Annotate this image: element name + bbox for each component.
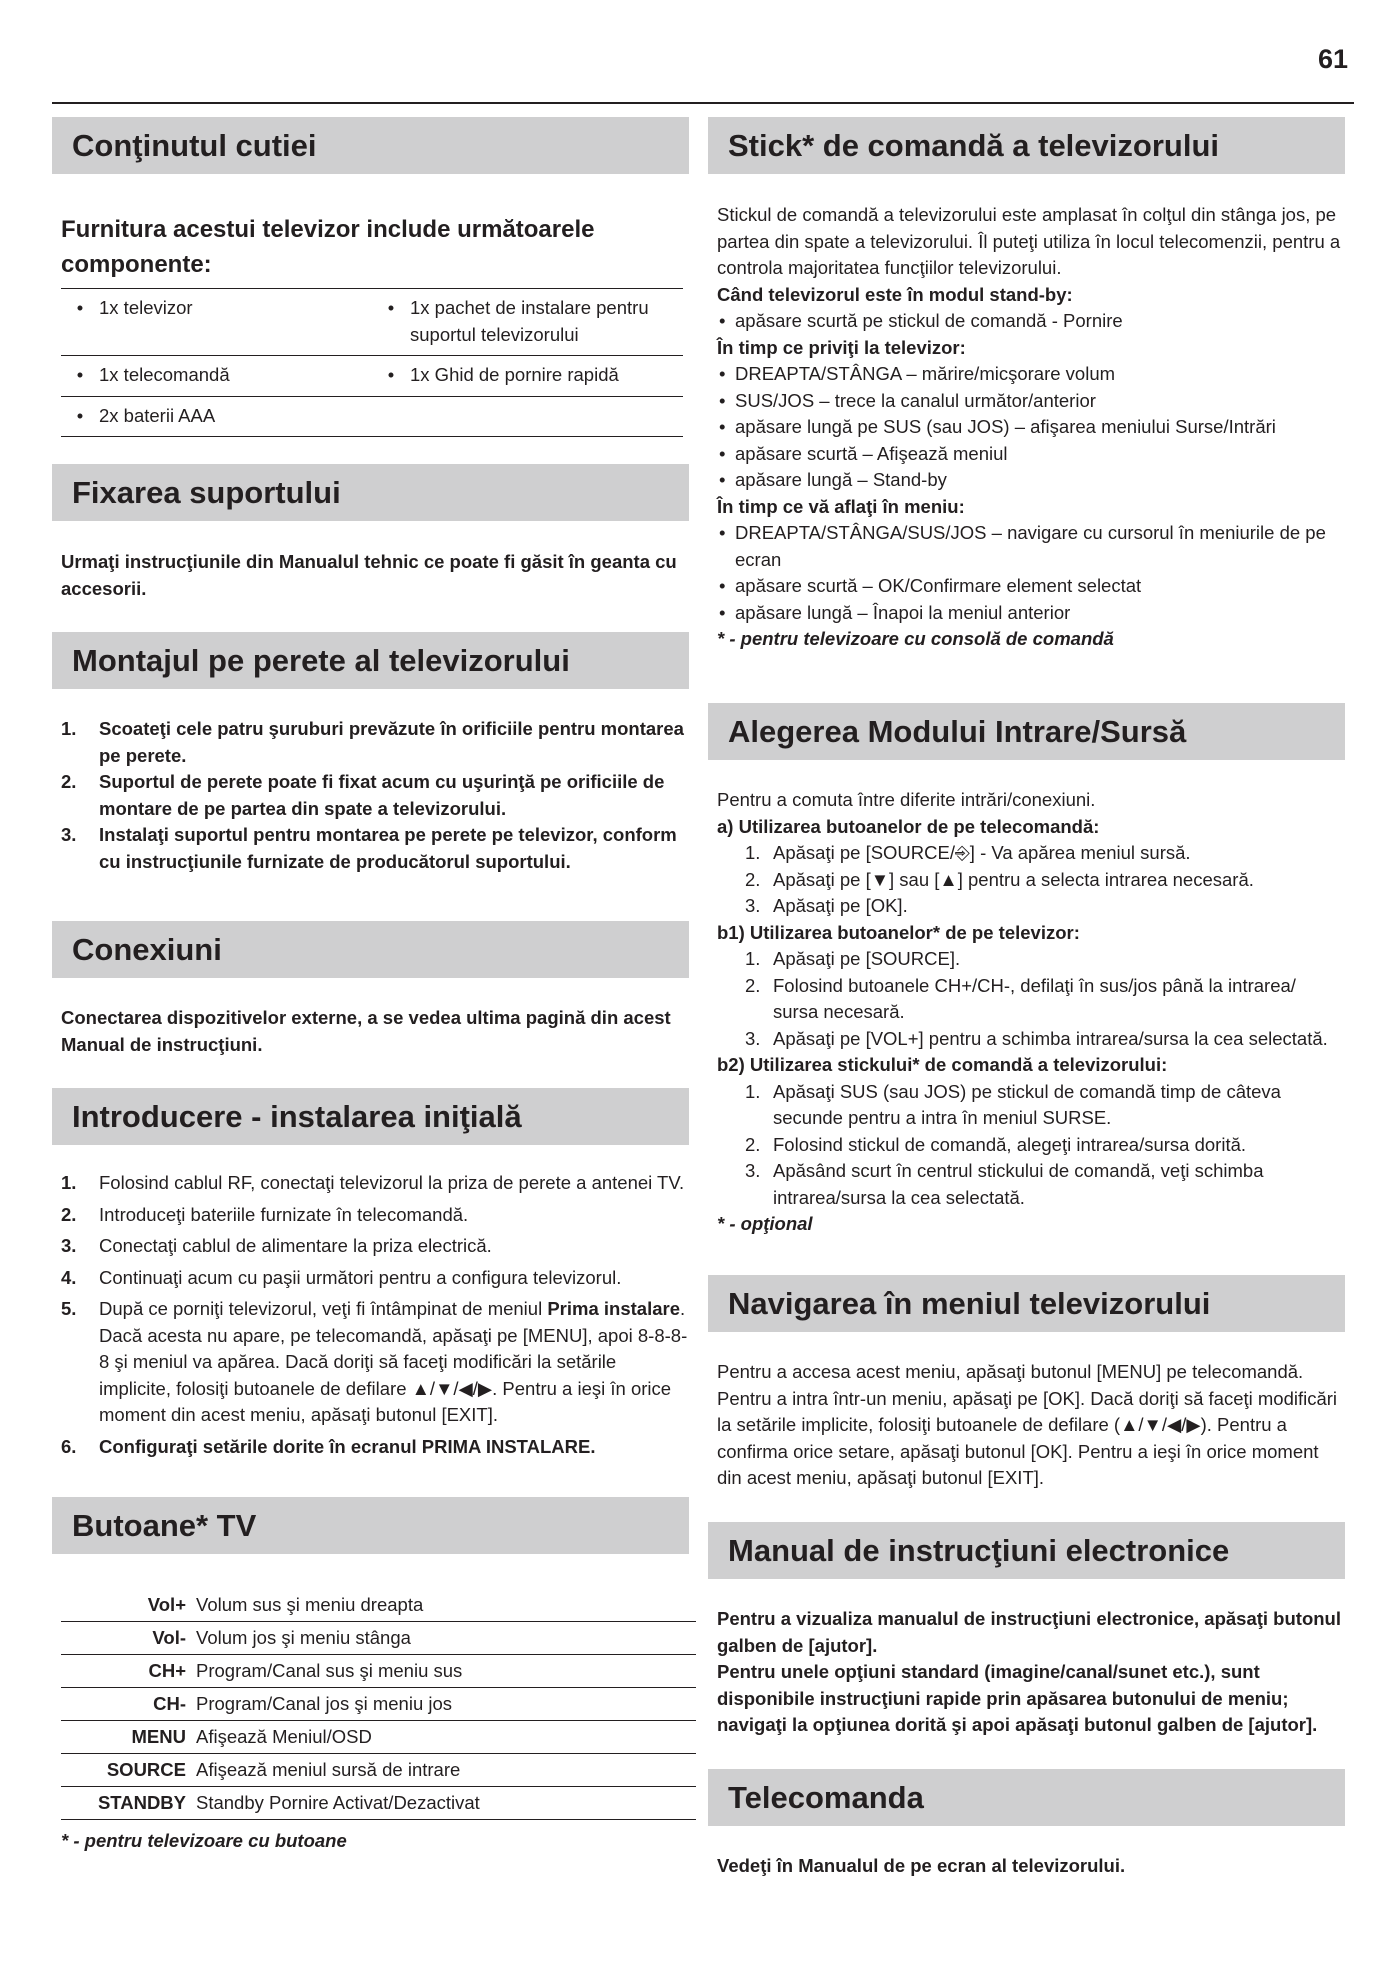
standby-subheading: Când televizorul este în modul stand-by: bbox=[717, 283, 1073, 305]
page-number: 61 bbox=[1317, 44, 1348, 74]
watching-subheading: În timp ce priviţi la televizor: bbox=[717, 336, 966, 358]
tv-buttons-heading: Butoane* TV bbox=[52, 1497, 689, 1554]
remote-buttons-list bbox=[717, 840, 1345, 920]
e-manual-p2: Pentru unele opţiuni standard (imagine/canal/sunet etc.), sunt disponibile instrucţiuni rapide prin apăsarea butonului de meniu; navigaţi la opţiunea dorită şi apoi apăsaţi butonul galben de [ajutor]. bbox=[717, 1661, 1318, 1735]
tv-buttons-table bbox=[61, 1589, 696, 1820]
list-item: 2. Suportul de perete poate fi fixat acum cu uşurinţă pe orificiile de montare de pe partea din spate a televizorului. bbox=[61, 771, 665, 819]
list-item: • apăsare lungă – Înapoi la meniul anterior bbox=[717, 600, 1345, 627]
initial-setup-heading: Introducere - instalarea iniţială bbox=[52, 1088, 689, 1145]
list-item: 3. Apăsaţi pe [VOL+] pentru a schimba intrarea/sursa la cea selectată. bbox=[745, 1027, 1328, 1049]
connections-text: Conectarea dispozitivelor externe, a se vedea ultima pagină din acest Manual de instrucţiuni. bbox=[61, 1007, 671, 1055]
list-item: • apăsare scurtă – OK/Confirmare element selectat bbox=[717, 573, 1345, 600]
menu-navigation-heading: Navigarea în meniul televizorului bbox=[708, 1275, 1345, 1332]
box-contents-table bbox=[61, 288, 683, 437]
menu-subheading: În timp ce vă aflaţi în meniu: bbox=[717, 495, 965, 517]
stick-subheading: b2) Utilizarea stickului* de comandă a televizorului: bbox=[717, 1054, 1168, 1075]
remote-text: Vedeţi în Manualul de pe ecran al televizorului. bbox=[717, 1855, 1126, 1876]
list-item: 3. Instalaţi suportul pentru montarea pe perete pe televizor, conform cu instrucţiunile furnizate de producătorul suportului. bbox=[61, 824, 677, 872]
box-item: 2x baterii AAA bbox=[99, 404, 216, 426]
table-row: • 1x telecomandă • 1x Ghid de pornire rapidă bbox=[61, 356, 683, 397]
list-item: 1. Apăsaţi pe [SOURCE]. bbox=[745, 948, 961, 969]
wall-mount-section bbox=[61, 716, 689, 875]
list-item: 3. Apăsând scurt în centrul stickului de comandă, veţi schimba intrarea/sursa la cea selectată. bbox=[745, 1160, 1264, 1208]
list-item: 3. Conectaţi cablul de alimentare la priza electrică. bbox=[61, 1235, 492, 1256]
control-stick-section bbox=[717, 202, 1345, 653]
list-item: • apăsare scurtă pe stickul de comandă - Pornire bbox=[717, 308, 1345, 335]
connections-heading: Conexiuni bbox=[52, 921, 689, 978]
list-item: 1. Folosind cablul RF, conectaţi televizorul la priza de perete a antenei TV. bbox=[61, 1172, 685, 1193]
tv-buttons-note: * - pentru televizoare cu butoane bbox=[61, 1830, 347, 1851]
box-contents-heading: Conţinutul cutiei bbox=[52, 117, 689, 174]
list-item: • DREAPTA/STÂNGA/SUS/JOS – navigare cu cursorul în meniurile de pe ecran bbox=[717, 520, 1345, 573]
table-row: Vol- Volum jos şi meniu stânga bbox=[61, 1622, 696, 1655]
box-contents-intro: Furnitura acestui televizor include următoarele componente: bbox=[61, 216, 595, 278]
menu-list bbox=[717, 520, 1345, 626]
stand-heading: Fixarea suportului bbox=[52, 464, 689, 521]
stick-source-list bbox=[717, 1079, 1345, 1212]
list-item: 1. Scoateţi cele patru şuruburi prevăzute în orificiile pentru montarea pe perete. bbox=[61, 718, 684, 766]
box-item: 1x pachet de instalare pentru suportul televizorului bbox=[410, 297, 649, 345]
right-column bbox=[708, 0, 1345, 1987]
initial-setup-list bbox=[61, 1170, 689, 1460]
list-item: • apăsare scurtă – Afişează meniul bbox=[717, 441, 1345, 468]
list-item: 1. Apăsaţi pe [SOURCE/⎆] - Va apărea meniul sursă. bbox=[745, 842, 1191, 863]
menu-navigation-text: Pentru a accesa acest meniu, apăsaţi butonul [MENU] pe telecomandă. Pentru a intra într-un meniu, apăsaţi pe [OK]. Dacă doriţi să faceţi modificări la setările implicite, folosiţi butoanele de defilare (▲/▼/◀/▶). Pentru a confirma orice setare, apăsaţi butonul [OK]. Pentru a ieşi în orice moment din acest meniu, apăsaţi butonul [EXIT]. bbox=[717, 1361, 1338, 1488]
list-item: 6. Configuraţi setările dorite în ecranul PRIMA INSTALARE. bbox=[61, 1435, 596, 1457]
list-item: • DREAPTA/STÂNGA – mărire/micşorare volum bbox=[717, 361, 1345, 388]
list-item: • apăsare lungă – Stand-by bbox=[717, 467, 1345, 494]
wall-mount-list bbox=[61, 716, 689, 875]
list-item: 1. Apăsaţi SUS (sau JOS) pe stickul de comandă timp de câteva secunde pentru a intra în meniul SURSE. bbox=[745, 1080, 1281, 1128]
table-row: Vol+ Volum sus şi meniu dreapta bbox=[61, 1589, 696, 1622]
box-item: 1x televizor bbox=[99, 297, 193, 318]
input-source-heading: Alegerea Modului Intrare/Sursă bbox=[708, 703, 1345, 760]
table-row: MENU Afişează Meniul/OSD bbox=[61, 1721, 696, 1754]
box-item: 1x telecomandă bbox=[99, 364, 230, 385]
list-item: 3. Apăsaţi pe [OK]. bbox=[745, 895, 908, 916]
tv-buttons-source-list bbox=[717, 946, 1345, 1052]
list-item: 2. Folosind butoanele CH+/CH-, defilaţi în sus/jos până la intrarea/ sursa necesară. bbox=[745, 974, 1296, 1022]
list-item: • SUS/JOS – trece la canalul următor/anterior bbox=[717, 388, 1345, 415]
standby-list bbox=[717, 308, 1345, 335]
table-row: STANDBY Standby Pornire Activat/Dezactivat bbox=[61, 1787, 696, 1820]
control-stick-note: * - pentru televizoare cu consolă de comandă bbox=[717, 628, 1114, 649]
control-stick-intro: Stickul de comandă a televizorului este amplasat în colţul din stânga jos, pe partea din spate a televizorului. Îl puteţi utiliza în locul telecomenzii, pentru a controla majoritatea funcţiilor televizorului. bbox=[717, 204, 1341, 278]
initial-setup-section bbox=[61, 1170, 689, 1460]
table-row: • 1x televizor • 1x pachet de instalare pentru suportul televizorului bbox=[61, 289, 683, 356]
control-stick-heading: Stick* de comandă a televizorului bbox=[708, 117, 1345, 174]
box-item: 1x Ghid de pornire rapidă bbox=[410, 364, 619, 385]
table-row: • 2x baterii AAA bbox=[61, 396, 683, 437]
input-source-intro: Pentru a comuta între diferite intrări/conexiuni. bbox=[717, 789, 1096, 810]
list-item: 2. Introduceţi bateriile furnizate în telecomandă. bbox=[61, 1203, 469, 1225]
e-manual-section bbox=[717, 1606, 1345, 1739]
table-row: CH+ Program/Canal sus şi meniu sus bbox=[61, 1655, 696, 1688]
input-source-note: * - opţional bbox=[717, 1213, 813, 1234]
table-row: CH- Program/Canal jos şi meniu jos bbox=[61, 1688, 696, 1721]
e-manual-p1: Pentru a vizualiza manualul de instrucţiuni electronice, apăsaţi butonul galben de [ajutor]. bbox=[717, 1608, 1341, 1656]
list-item: 5. După ce porniţi televizorul, veţi fi întâmpinat de meniul Prima instalare. Dacă acesta nu apare, pe telecomandă, apăsaţi pe [MENU], apoi 8-8-8-8 şi meniul va apărea. Dacă doriţi să faceţi modificări la setările implicite, folosiţi butoanele de defilare ▲/▼/◀/▶. Pentru a ieşi în orice moment din acest meniu, apăsaţi butonul [EXIT]. bbox=[61, 1298, 688, 1425]
tv-buttons-section bbox=[61, 1589, 689, 1855]
e-manual-heading: Manual de instrucţiuni electronice bbox=[708, 1522, 1345, 1579]
left-column bbox=[52, 0, 689, 1987]
list-item: 2. Folosind stickul de comandă, alegeţi intrarea/sursa dorită. bbox=[745, 1133, 1247, 1155]
remote-heading: Telecomanda bbox=[708, 1769, 1345, 1826]
stand-text: Urmaţi instrucţiunile din Manualul tehnic ce poate fi găsit în geanta cu accesorii. bbox=[61, 551, 677, 599]
watching-list bbox=[717, 361, 1345, 494]
remote-buttons-subheading: a) Utilizarea butoanelor de pe telecomandă: bbox=[717, 815, 1100, 837]
tv-buttons-subheading: b1) Utilizarea butoanelor* de pe televizor: bbox=[717, 921, 1080, 943]
table-row: SOURCE Afişează meniul sursă de intrare bbox=[61, 1754, 696, 1787]
list-item: • apăsare lungă pe SUS (sau JOS) – afişarea meniului Surse/Intrări bbox=[717, 414, 1345, 441]
box-contents-section bbox=[61, 212, 689, 437]
input-source-section bbox=[717, 787, 1345, 1238]
list-item: 2. Apăsaţi pe [▼] sau [▲] pentru a selecta intrarea necesară. bbox=[745, 868, 1254, 890]
wall-mount-heading: Montajul pe perete al televizorului bbox=[52, 632, 689, 689]
list-item: 4. Continuaţi acum cu paşii următori pentru a configura televizorul. bbox=[61, 1266, 622, 1288]
